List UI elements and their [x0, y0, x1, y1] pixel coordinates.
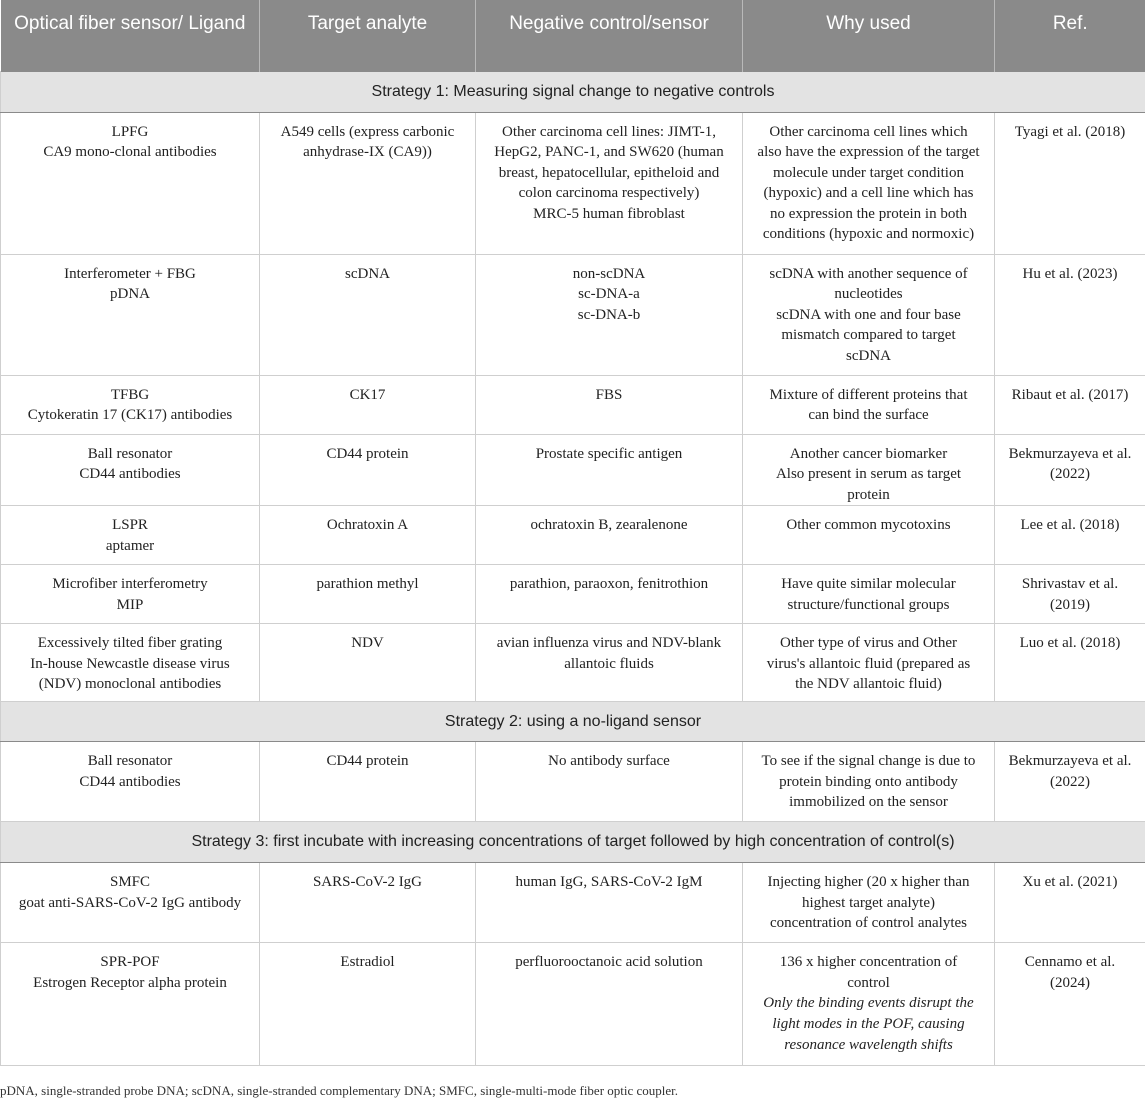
cell-text-line: perfluorooctanoic acid solution — [515, 954, 703, 971]
negative-control-cell — [476, 434, 743, 506]
cell-text-line: structure/functional groups — [787, 596, 950, 613]
header-why-used: Why used — [743, 0, 995, 71]
cell-text-line: can bind the surface — [808, 407, 929, 424]
cell-text-line: non-scDNA — [572, 265, 646, 282]
cell-text-line: Hu et al. (2023) — [1022, 265, 1118, 282]
reference-cell — [995, 254, 1145, 375]
italic-text-line: Only the binding events disrupt the — [763, 995, 974, 1012]
cell-text-line: sc-DNA-b — [577, 306, 641, 323]
sensor-ligand-cell — [1, 863, 260, 943]
cell-text-line: parathion methyl — [316, 576, 419, 593]
cell-text-line: To see if the signal change is due to — [761, 753, 976, 770]
reference-cell — [995, 375, 1145, 434]
table-footnote: pDNA, single-stranded probe DNA; scDNA, single-stranded complementary DNA; SMFC, single-multi-mode fiber optic coupler. — [0, 1083, 679, 1098]
cell-text-line: FBS — [595, 386, 623, 403]
table-body — [1, 71, 1145, 1066]
cell-text-line: protein binding onto antibody — [779, 773, 958, 790]
cell-text-line: CD44 protein — [326, 753, 409, 770]
target-analyte-cell — [260, 624, 476, 702]
cell-text-line: (2019) — [1050, 596, 1090, 613]
table-row — [1, 943, 1145, 1066]
cell-text-line: concentration of control analytes — [769, 915, 967, 932]
cell-text-line: Another cancer biomarker — [789, 445, 948, 462]
cell-text-line: nucleotides — [834, 286, 903, 303]
cell-text-line: Interferometer + FBG — [64, 265, 196, 282]
cell-text-line: also have the expression of the target — [757, 144, 980, 161]
table-row — [1, 375, 1145, 434]
target-analyte-cell — [260, 863, 476, 943]
cell-text-line: Also present in serum as target — [775, 466, 962, 483]
cell-text-line: Ball resonator — [87, 445, 173, 462]
reference-cell — [995, 506, 1145, 565]
cell-text-line: (NDV) monoclonal antibodies — [38, 676, 222, 693]
sensor-ligand-cell — [1, 254, 260, 375]
cell-text-line: scDNA with another sequence of — [769, 265, 968, 282]
reference-cell — [995, 863, 1145, 943]
cell-text-line: ochratoxin B, zearalenone — [530, 517, 688, 534]
cell-text-line: Luo et al. (2018) — [1019, 635, 1121, 652]
header-ref: Ref. — [995, 0, 1145, 71]
reference-cell — [995, 565, 1145, 624]
table-row — [1, 624, 1145, 702]
target-analyte-cell — [260, 375, 476, 434]
why-used-cell — [743, 375, 995, 434]
strategy-row — [1, 71, 1145, 112]
sensor-ligand-cell — [1, 565, 260, 624]
negative-control-cell — [476, 624, 743, 702]
cell-text-line: Other type of virus and Other — [779, 635, 958, 652]
cell-text-line: (2024) — [1050, 974, 1090, 991]
why-used-cell — [743, 624, 995, 702]
target-analyte-cell — [260, 434, 476, 506]
table-row — [1, 565, 1145, 624]
why-used-cell — [743, 434, 995, 506]
target-analyte-cell — [260, 943, 476, 1066]
cell-text-line: Injecting higher (20 x higher than — [767, 874, 970, 891]
sensor-ligand-cell — [1, 943, 260, 1066]
target-analyte-cell — [260, 506, 476, 565]
reference-cell — [995, 742, 1145, 822]
cell-text-line: aptamer — [105, 537, 155, 554]
reference-cell — [995, 624, 1145, 702]
target-analyte-cell — [260, 565, 476, 624]
negative-control-cell — [476, 863, 743, 943]
table-row — [1, 742, 1145, 822]
sensor-ligand-cell — [1, 624, 260, 702]
header-negative-control: Negative control/sensor — [476, 0, 743, 71]
sensor-ligand-cell — [1, 742, 260, 822]
cell-text-line: Bekmurzayeva et al. — [1008, 445, 1132, 462]
cell-text-line: CD44 protein — [326, 445, 409, 462]
cell-text-line: CD44 antibodies — [79, 773, 181, 790]
cell-text-line: control — [847, 974, 890, 991]
cell-text-line: NDV — [351, 635, 384, 652]
cell-text-line: Tyagi et al. (2018) — [1014, 123, 1126, 140]
cell-text-line: CD44 antibodies — [79, 466, 181, 483]
table-row — [1, 112, 1145, 254]
cell-text-line: Xu et al. (2021) — [1022, 874, 1118, 891]
cell-text-line: anhydrase-IX (CA9)) — [303, 144, 432, 161]
header-row — [1, 0, 1145, 71]
cell-text-line: HepG2, PANC-1, and SW620 (human — [494, 144, 724, 161]
cell-text-line: Estradiol — [340, 954, 395, 971]
cell-text-line: molecule under target condition — [773, 164, 964, 181]
target-analyte-cell — [260, 254, 476, 375]
cell-text-line: highest target analyte) — [801, 894, 935, 911]
italic-text-line: resonance wavelength shifts — [784, 1036, 953, 1053]
cell-text-line: pDNA — [110, 286, 150, 303]
strategy-row — [1, 822, 1145, 863]
cell-text-line: Ochratoxin A — [326, 517, 409, 534]
cell-text-line: MRC-5 human fibroblast — [533, 205, 685, 222]
cell-text-line: LSPR — [112, 517, 148, 534]
negative-control-cell — [476, 506, 743, 565]
why-used-cell — [743, 742, 995, 822]
cell-text-line: Bekmurzayeva et al. — [1008, 753, 1132, 770]
cell-text-line: Microfiber interferometry — [52, 576, 208, 593]
cell-text-line: avian influenza virus and NDV-blank — [496, 635, 722, 652]
negative-control-cell — [476, 565, 743, 624]
cell-text-line: mismatch compared to target — [781, 327, 956, 344]
cell-text-line: Prostate specific antigen — [535, 445, 683, 462]
sensor-ligand-cell — [1, 112, 260, 254]
sensor-ligand-cell — [1, 506, 260, 565]
table-row — [1, 506, 1145, 565]
why-used-cell — [743, 943, 995, 1066]
cell-text-line: A549 cells (express carbonic — [280, 123, 455, 140]
negative-control-cell — [476, 112, 743, 254]
reference-cell — [995, 112, 1145, 254]
strategy-title: Strategy 1: Measuring signal change to negative controls — [1, 71, 1145, 112]
cell-text-line: Other common mycotoxins — [786, 517, 951, 534]
cell-text-line: CA9 mono-clonal antibodies — [43, 144, 217, 161]
sensor-ligand-cell — [1, 434, 260, 506]
reference-cell — [995, 943, 1145, 1066]
cell-text-line: scDNA with one and four base — [776, 306, 961, 323]
cell-text-line: the NDV allantoic fluid) — [795, 676, 942, 693]
cell-text-line: Ribaut et al. (2017) — [1011, 386, 1129, 403]
cell-text-line: Cytokeratin 17 (CK17) antibodies — [27, 407, 233, 424]
header-target-analyte: Target analyte — [260, 0, 476, 71]
why-used-cell — [743, 254, 995, 375]
cell-text-line: TFBG — [110, 386, 150, 403]
cell-text-line: Shrivastav et al. — [1021, 576, 1119, 593]
cell-text-line: (2022) — [1050, 466, 1090, 483]
target-analyte-cell — [260, 112, 476, 254]
cell-text-line: protein — [847, 486, 890, 503]
why-used-cell — [743, 506, 995, 565]
cell-text-line: (2022) — [1050, 773, 1090, 790]
cell-text-line: goat anti-SARS-CoV-2 IgG antibody — [18, 894, 242, 911]
why-used-cell — [743, 863, 995, 943]
cell-text-line: Mixture of different proteins that — [769, 386, 968, 403]
header-sensor-ligand: Optical fiber sensor/ Ligand — [1, 0, 260, 71]
cell-text-line: virus's allantoic fluid (prepared as — [766, 655, 971, 672]
cell-text-line: SARS-CoV-2 IgG — [312, 874, 423, 891]
cell-text-line: (hypoxic) and a cell line which has — [763, 185, 974, 202]
cell-text-line: immobilized on the sensor — [789, 794, 948, 811]
cell-text-line: No antibody surface — [548, 753, 670, 770]
cell-text-line: breast, hepatocellular, epitheloid and — [498, 164, 720, 181]
cell-text-line: scDNA — [345, 265, 390, 282]
negative-control-cell — [476, 375, 743, 434]
sensor-ligand-cell — [1, 375, 260, 434]
cell-text-line: sc-DNA-a — [578, 286, 640, 303]
cell-text-line: In-house Newcastle disease virus — [30, 655, 230, 672]
cell-text-line: human IgG, SARS-CoV-2 IgM — [515, 874, 703, 891]
why-used-cell — [743, 112, 995, 254]
reference-cell — [995, 434, 1145, 506]
table-row — [1, 434, 1145, 506]
cell-text-line: Lee et al. (2018) — [1020, 517, 1120, 534]
cell-text-line: 136 x higher concentration of — [779, 954, 958, 971]
cell-text-line: parathion, paraoxon, fenitrothion — [509, 576, 709, 593]
cell-text-line: Other carcinoma cell lines: JIMT-1, — [502, 123, 716, 140]
table-row — [1, 863, 1145, 943]
cell-text-line: SPR-POF — [100, 954, 160, 971]
negative-control-cell — [476, 943, 743, 1066]
cell-text-line: Have quite similar molecular — [781, 576, 956, 593]
target-analyte-cell — [260, 742, 476, 822]
strategy-row — [1, 702, 1145, 742]
cell-text-line: no expression the protein in both — [769, 205, 968, 222]
strategy-title: Strategy 3: first incubate with increasing concentrations of target followed by high concentration of control(s) — [1, 822, 1145, 863]
italic-text-line: light modes in the POF, causing — [772, 1016, 965, 1033]
negative-control-cell — [476, 254, 743, 375]
cell-text-line: Estrogen Receptor alpha protein — [33, 974, 227, 991]
cell-text-line: SMFC — [109, 874, 151, 891]
cell-text-line: allantoic fluids — [564, 655, 654, 672]
cell-text-line: Ball resonator — [87, 753, 173, 770]
cell-text-line: colon carcinoma respectively) — [518, 185, 700, 202]
cell-text-line: scDNA — [846, 347, 891, 364]
cell-text-line: conditions (hypoxic and normoxic) — [762, 226, 975, 243]
cell-text-line: Excessively tilted fiber grating — [37, 635, 223, 652]
table-row — [1, 254, 1145, 375]
negative-control-cell — [476, 742, 743, 822]
cell-text-line: LPFG — [111, 123, 149, 140]
why-used-cell — [743, 565, 995, 624]
cell-text-line: Other carcinoma cell lines which — [769, 123, 968, 140]
cell-text-line: CK17 — [349, 386, 386, 403]
strategy-title: Strategy 2: using a no-ligand sensor — [1, 702, 1145, 742]
cell-text-line: MIP — [116, 596, 144, 613]
cell-text-line: Cennamo et al. — [1024, 954, 1116, 971]
